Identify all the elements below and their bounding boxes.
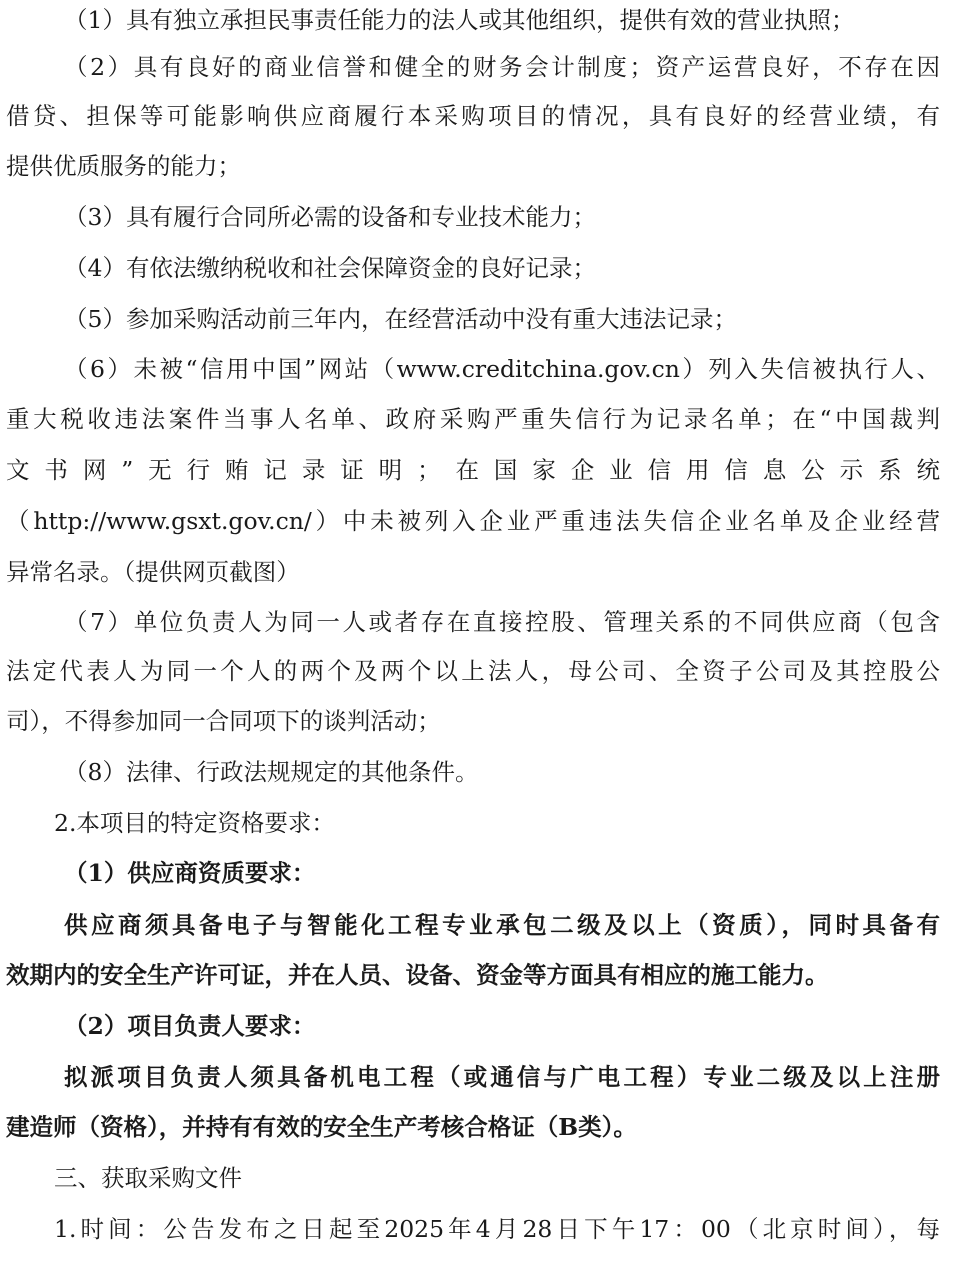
clause-3: （3）具有履行合同所必需的设备和专业技术能力；: [64, 203, 596, 231]
clause-5: （5）参加采购活动前三年内，在经营活动中没有重大违法记录；: [64, 305, 737, 333]
clause-2-line-2: 借贷、担保等可能影响供应商履行本采购项目的情况，具有良好的经营业绩，有: [6, 102, 940, 130]
project-leader-heading: （2）项目负责人要求：: [64, 1012, 316, 1040]
clause-7-line-1: （7）单位负责人为同一人或者存在直接控股、管理关系的不同供应商（包含: [64, 608, 940, 636]
clause-1: （1）具有独立承担民事责任能力的法人或其他组织，提供有效的营业执照；: [64, 6, 855, 34]
clause-7-line-2: 法定代表人为同一个人的两个及两个以上法人，母公司、全资子公司及其控股公: [6, 657, 940, 685]
clause-6-line-4: （http://www.gsxt.gov.cn/）中未被列入企业严重违法失信企业名单及企业经营: [6, 507, 940, 535]
supplier-qualification-heading: （1）供应商资质要求：: [64, 859, 316, 887]
section-special-requirements: 2.本项目的特定资格要求：: [54, 809, 335, 837]
clause-7-line-3: 司），不得参加同一合同项下的谈判活动；: [6, 707, 441, 735]
supplier-qualification-line-1: 供应商须具备电子与智能化工程专业承包二级及以上（资质），同时具备有: [64, 911, 940, 939]
clause-6-line-2: 重大税收违法案件当事人名单、政府采购严重失信行为记录名单；在“中国裁判: [6, 405, 940, 433]
project-leader-line-2: 建造师（资格），并持有有效的安全生产考核合格证（B类）。: [6, 1113, 637, 1141]
obtain-time-line: 1.时间：公告发布之日起至2025年4月28日下午17：00（北京时间），每: [54, 1215, 940, 1243]
clause-2-line-1: （2）具有良好的商业信誉和健全的财务会计制度；资产运营良好，不存在因: [64, 53, 940, 81]
clause-2-line-3: 提供优质服务的能力；: [6, 152, 241, 180]
clause-6-line-5: 异常名录。（提供网页截图）: [6, 558, 300, 586]
clause-8: （8）法律、行政法规规定的其他条件。: [64, 758, 479, 786]
clause-6-line-3: 文书网”无行贿记录证明；在国家企业信用信息公示系统: [6, 456, 940, 484]
section-obtain-documents: 三、获取采购文件: [54, 1164, 242, 1192]
clause-6-line-1: （6）未被“信用中国”网站（www.creditchina.gov.cn）列入失信被执行人、: [64, 355, 940, 383]
clause-4: （4）有依法缴纳税收和社会保障资金的良好记录；: [64, 254, 596, 282]
supplier-qualification-line-2: 效期内的安全生产许可证，并在人员、设备、资金等方面具有相应的施工能力。: [6, 961, 829, 989]
project-leader-line-1: 拟派项目负责人须具备机电工程（或通信与广电工程）专业二级及以上注册: [64, 1063, 940, 1091]
